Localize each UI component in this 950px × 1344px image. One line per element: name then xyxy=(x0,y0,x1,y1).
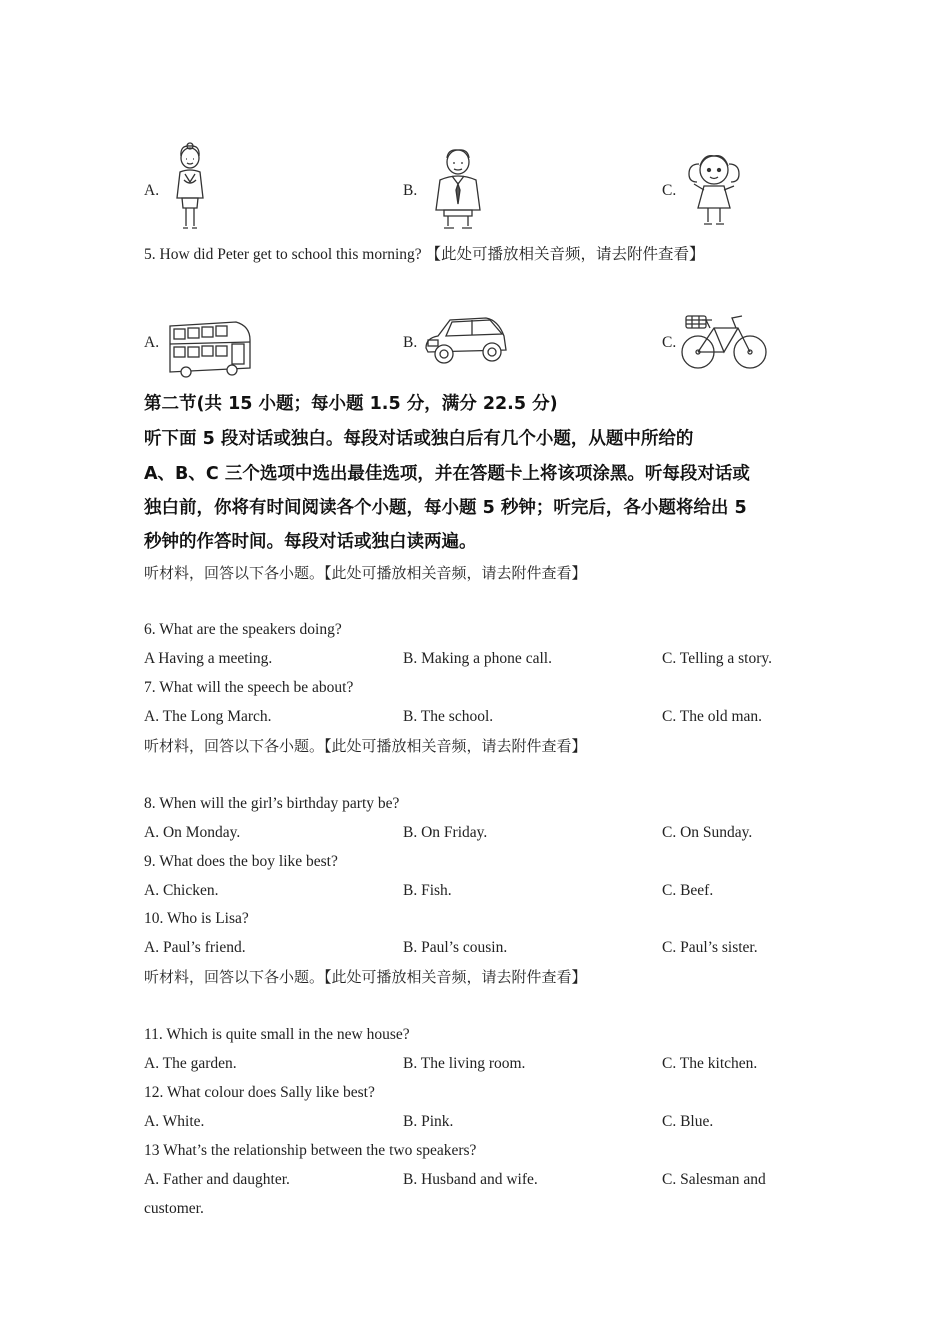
option-b: B. Making a phone call. xyxy=(403,650,552,667)
car-icon xyxy=(420,312,512,368)
option-c: C. Telling a story. xyxy=(662,650,772,667)
option-a: A. White. xyxy=(144,1113,205,1130)
q4-option-b-label: B. xyxy=(403,182,418,199)
q5-option-a-label: A. xyxy=(144,334,160,351)
option-a: A. The garden. xyxy=(144,1055,237,1072)
option-a: A. On Monday. xyxy=(144,824,241,841)
question-text: 6. What are the speakers doing? xyxy=(144,621,342,638)
q4-option-c-label: C. xyxy=(662,182,677,199)
option-b: B. On Friday. xyxy=(403,824,488,841)
audio-note: 听材料，回答以下各小题。【此处可播放相关音频，请去附件查看】 xyxy=(144,737,587,755)
question-text: 8. When will the girl’s birthday party be? xyxy=(144,795,400,812)
q4-option-a-label: A. xyxy=(144,182,160,199)
option-b: B. Husband and wife. xyxy=(403,1171,538,1188)
option-c: C. The kitchen. xyxy=(662,1055,758,1072)
option-c: C. On Sunday. xyxy=(662,824,753,841)
bus-icon xyxy=(166,320,254,378)
option-c: C. Paul’s sister. xyxy=(662,939,758,956)
question-text: 12. What colour does Sally like best? xyxy=(144,1084,375,1101)
audio-note: 听材料，回答以下各小题。【此处可播放相关音频，请去附件查看】 xyxy=(144,968,587,986)
section2-instruction-line: A、B、C 三个选项中选出最佳选项，并在答题卡上将该项涂黑。听每段对话或 xyxy=(144,464,750,484)
option-c: C. Blue. xyxy=(662,1113,714,1130)
option-c: C. The old man. xyxy=(662,708,763,725)
section2-instruction-line: 秒钟的作答时间。每段对话或独白读两遍。 xyxy=(144,532,477,552)
option-a: A Having a meeting. xyxy=(144,650,273,667)
option-c: C. Beef. xyxy=(662,882,714,899)
section2-heading: 第二节(共 15 小题；每小题 1.5 分，满分 22.5 分) xyxy=(144,394,558,414)
question-text: 9. What does the boy like best? xyxy=(144,853,338,870)
bicycle-icon xyxy=(680,310,770,372)
option-b: B. The living room. xyxy=(403,1055,526,1072)
question-text: 7. What will the speech be about? xyxy=(144,679,354,696)
question-text: 13 What’s the relationship between the two speakers? xyxy=(144,1142,477,1159)
section2-instruction-line: 独白前，你将有时间阅读各个小题，每小题 5 秒钟；听完后，各小题将给出 5 xyxy=(144,498,747,518)
question-text: 10. Who is Lisa? xyxy=(144,910,249,927)
woman-icon xyxy=(168,142,212,232)
option-a: A. Chicken. xyxy=(144,882,219,899)
option-b: B. The school. xyxy=(403,708,494,725)
option-c-continued: customer. xyxy=(144,1200,204,1217)
audio-note: 听材料，回答以下各小题。【此处可播放相关音频，请去附件查看】 xyxy=(144,564,587,582)
option-b: B. Paul’s cousin. xyxy=(403,939,508,956)
question-text: 11. Which is quite small in the new house? xyxy=(144,1026,410,1043)
option-a: A. Paul’s friend. xyxy=(144,939,246,956)
q5-question: 5. How did Peter get to school this morning? 【此处可播放相关音频，请去附件查看】 xyxy=(144,246,705,263)
option-b: B. Pink. xyxy=(403,1113,454,1130)
option-a: A. Father and daughter. xyxy=(144,1171,290,1188)
option-a: A. The Long March. xyxy=(144,708,272,725)
option-c: C. Salesman and xyxy=(662,1171,766,1188)
section2-instruction-line: 听下面 5 段对话或独白。每段对话或独白后有几个小题，从题中所给的 xyxy=(144,429,694,449)
option-b: B. Fish. xyxy=(403,882,452,899)
girl-icon xyxy=(684,150,744,232)
q5-option-b-label: B. xyxy=(403,334,418,351)
man-in-suit-icon xyxy=(430,146,486,232)
q5-option-c-label: C. xyxy=(662,334,677,351)
